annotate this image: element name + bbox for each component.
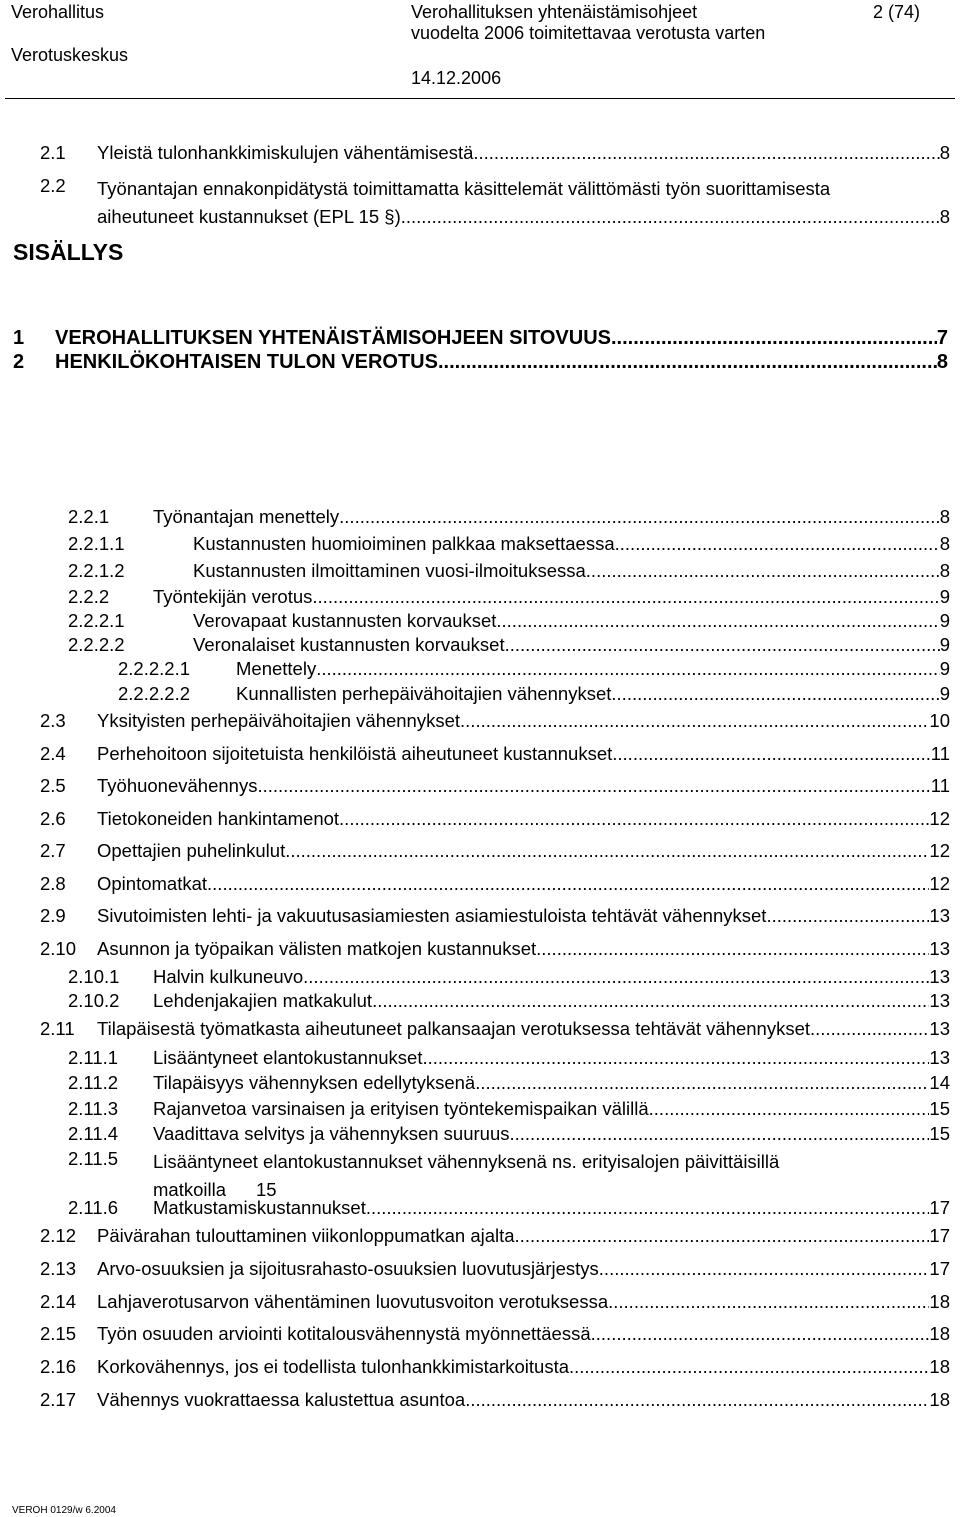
dot-leader xyxy=(422,1047,929,1069)
org-unit: Verotuskeskus xyxy=(11,45,129,65)
toc-entry[interactable] xyxy=(0,840,960,870)
toc-entry-number: 2.15 xyxy=(40,1323,77,1344)
dot-leader xyxy=(611,683,939,705)
toc-entry-number: 2.11.1 xyxy=(68,1047,119,1068)
toc-entry-page: 11 xyxy=(930,743,950,764)
toc-entry-page: 13 xyxy=(929,938,950,959)
dot-leader xyxy=(599,1258,930,1280)
toc-entry-title: Korkovähennys, jos ei todellista tulonhankkimistarkoitusta xyxy=(97,1356,569,1377)
toc-entry-title: Työntekijän verotus xyxy=(153,586,313,607)
toc-entry-number: 2.2.2.2.1 xyxy=(118,658,191,679)
toc-entry[interactable] xyxy=(0,1389,960,1419)
dot-leader xyxy=(608,1291,929,1313)
toc-entry[interactable] xyxy=(0,808,960,838)
toc-entry-title: Päivärahan tulouttaminen viikonloppumatkan ajalta xyxy=(97,1225,515,1246)
toc-entry[interactable] xyxy=(0,1356,960,1386)
dot-leader xyxy=(438,351,937,374)
toc-entry-title: Opintomatkat xyxy=(97,873,208,894)
toc-entry-title-cont: matkoilla xyxy=(153,1179,226,1200)
toc-entry-number: 2.4 xyxy=(40,743,66,764)
toc-entry-title: Verovapaat kustannusten korvaukset xyxy=(193,610,497,631)
toc-entry-number: 2.2.1.1 xyxy=(68,533,125,554)
toc-entry-title: Sivutoimisten lehti- ja vakuutusasiamiesten asiamiestuloista tehtävät vähennykset xyxy=(97,905,767,926)
toc-entry-title: Perhehoitoon sijoitetuista henkilöistä aiheutuneet kustannukset xyxy=(97,743,613,764)
dot-leader xyxy=(515,1225,930,1247)
dot-leader xyxy=(766,905,929,927)
toc-entry[interactable] xyxy=(0,1323,960,1353)
dot-leader xyxy=(465,710,929,732)
dot-leader xyxy=(339,808,929,830)
page-number: 2 (74) xyxy=(873,2,921,22)
toc-entry-title: Lehdenjakajien matkakulut xyxy=(153,990,373,1011)
toc-entry-page: 9 xyxy=(939,610,950,631)
toc-entry-number: 2.11.4 xyxy=(68,1123,119,1144)
toc-entry-title: Työnantajan ennakonpidätystä toimittamatta käsittelemät välittömästi työn suorittamisesta xyxy=(97,178,831,199)
toc-entry-title: Työhuonevähennys xyxy=(97,775,258,796)
toc-entry-title: Arvo-osuuksien ja sijoitusrahasto-osuuksien luovutusjärjestys xyxy=(97,1258,599,1279)
toc-entry-page: 13 xyxy=(929,966,950,987)
toc-entry-number: 2.11.6 xyxy=(68,1197,119,1218)
toc-entry-number: 2.10.2 xyxy=(68,990,120,1011)
dot-leader xyxy=(285,840,929,862)
toc-entry-page: 15 xyxy=(929,1098,950,1119)
toc-entry-title: Kunnallisten perhepäivähoitajien vähennykset xyxy=(236,683,612,704)
toc-entry-title: Yksityisten perhepäivähoitajien vähennykset. xyxy=(97,710,466,731)
dot-leader xyxy=(536,938,929,960)
toc-entry-title: Tietokoneiden hankintamenot xyxy=(97,808,340,829)
toc-entry-title: Lisääntyneet elantokustannukset vähennyksenä ns. erityisalojen päivittäisillä xyxy=(153,1151,780,1172)
toc-entry-title: Rajanvetoa varsinaisen ja erityisen työntekemispaikan välillä xyxy=(153,1098,649,1119)
toc-entry-page: 17 xyxy=(929,1258,950,1279)
header-rule xyxy=(5,98,955,99)
toc-entry-number: 2.2.1.2 xyxy=(68,560,125,581)
dot-leader xyxy=(569,1356,929,1378)
page-header xyxy=(0,0,960,100)
toc-entry-number: 2.12 xyxy=(40,1225,77,1246)
toc-entry-title: Lisääntyneet elantokustannukset xyxy=(153,1047,423,1068)
toc-entry-number: 2.11.2 xyxy=(68,1072,119,1093)
toc-entry[interactable] xyxy=(0,743,960,773)
toc-entry-number: 2.1 xyxy=(40,142,66,163)
toc-entry-page: 8 xyxy=(939,560,950,581)
toc-entry-page: 17 xyxy=(929,1225,950,1246)
toc-entry-page: 8 xyxy=(936,351,948,373)
toc-entry-number: 2.11.5 xyxy=(68,1148,119,1169)
dot-leader xyxy=(316,658,939,680)
toc-entry-title: Vähennys vuokrattaessa kalustettua asuntoa xyxy=(97,1389,466,1410)
dot-leader xyxy=(257,775,930,797)
toc-title: SISÄLLYS xyxy=(13,239,124,265)
dot-leader xyxy=(207,873,929,895)
toc-entry-number: 1 xyxy=(13,327,25,349)
toc-entry-title: Työn osuuden arviointi kotitalousvähennystä myönnettäessä xyxy=(97,1323,591,1344)
toc-entry[interactable] xyxy=(0,1258,960,1288)
dot-leader xyxy=(586,560,940,582)
toc-entry-number: 2.7 xyxy=(40,840,66,861)
toc-entry-title: Veronalaiset kustannusten korvaukset xyxy=(193,634,505,655)
toc-entry-page: 18 xyxy=(929,1389,950,1410)
toc-entry[interactable] xyxy=(0,683,960,713)
dot-leader xyxy=(312,586,939,608)
toc-entry-title: Opettajien puhelinkulut xyxy=(97,840,286,861)
dot-leader xyxy=(615,533,940,555)
toc-entry-page: 9 xyxy=(939,586,950,607)
toc-entry-number: 2.14 xyxy=(40,1291,77,1312)
toc-entry-page: 12 xyxy=(929,873,950,894)
toc-entry-page: 11 xyxy=(930,775,950,796)
toc-entry-number: 2 xyxy=(13,351,25,373)
toc-entry-page: 8 xyxy=(939,506,950,527)
toc-entry-page: 13 xyxy=(929,905,950,926)
toc-entry-number: 2.10 xyxy=(40,938,77,959)
toc-entry[interactable] xyxy=(0,990,960,1020)
toc-entry-number: 2.3 xyxy=(40,710,66,731)
toc-entry-title: Työnantajan menettely xyxy=(153,506,340,527)
toc-entry[interactable] xyxy=(0,533,960,563)
toc-entry[interactable] xyxy=(0,1291,960,1321)
toc-entry-title: HENKILÖKOHTAISEN TULON VEROTUS xyxy=(55,351,438,373)
toc-entry-title: Lahjaverotusarvon vähentäminen luovutusvoiton verotuksessa xyxy=(97,1291,609,1312)
toc-entry[interactable] xyxy=(0,1197,960,1227)
toc-entry-number: 2.17 xyxy=(40,1389,77,1410)
toc-entry-number: 2.9 xyxy=(40,905,66,926)
toc-entry-number: 2.2 xyxy=(40,175,66,196)
dot-leader xyxy=(366,1197,930,1219)
toc-entry-number: 2.16 xyxy=(40,1356,77,1377)
toc-entry-title: VEROHALLITUKSEN YHTENÄISTÄMISOHJEEN SITOVUUS xyxy=(55,327,611,349)
toc-entry-page: 10 xyxy=(929,710,950,731)
toc-entry[interactable] xyxy=(0,506,960,536)
toc-entry-number: 2.11 xyxy=(40,1018,75,1039)
doc-date: 14.12.2006 xyxy=(411,68,502,88)
org-name: Verohallitus xyxy=(11,2,105,22)
toc-entry[interactable] xyxy=(0,873,960,903)
toc-entry-page: 13 xyxy=(929,1018,950,1039)
dot-leader xyxy=(505,634,940,656)
toc-entry[interactable] xyxy=(0,351,960,381)
toc-entry-title: Kustannusten huomioiminen palkkaa maksettaessa xyxy=(193,533,615,554)
toc-entry-number: 2.2.2.1 xyxy=(68,610,125,631)
dot-leader xyxy=(649,1098,930,1120)
toc-entry-page: 12 xyxy=(929,840,950,861)
toc-entry[interactable] xyxy=(0,710,960,740)
toc-entry-title: Menettely xyxy=(236,658,317,679)
toc-entry-page: 13 xyxy=(929,1047,950,1068)
toc-entry-title: Halvin kulkuneuvo xyxy=(153,966,304,987)
toc-entry-page: 18 xyxy=(929,1356,950,1377)
toc-entry[interactable] xyxy=(0,905,960,935)
toc-entry-number: 2.5 xyxy=(40,775,66,796)
toc-entry-page: 9 xyxy=(939,634,950,655)
toc-entry-page: 8 xyxy=(939,206,950,227)
dot-leader xyxy=(401,203,940,231)
toc-entry-number: 2.2.2 xyxy=(68,586,110,607)
toc-entry-page: 8 xyxy=(939,142,950,163)
toc-entry-page: 13 xyxy=(929,990,950,1011)
dot-leader xyxy=(591,1323,930,1345)
toc-entry-page: 17 xyxy=(929,1197,950,1218)
dot-leader xyxy=(611,327,937,350)
toc-entry[interactable] xyxy=(0,775,960,805)
toc-entry-page: 8 xyxy=(939,533,950,554)
toc-entry-number: 2.11.3 xyxy=(68,1098,119,1119)
dot-leader xyxy=(473,142,939,164)
toc-entry-title-cont: aiheutuneet kustannukset (EPL 15 §) xyxy=(97,206,401,227)
doc-subtitle: vuodelta 2006 toimitettavaa verotusta varten xyxy=(411,23,766,43)
toc-entry-number: 2.6 xyxy=(40,808,66,829)
toc-entry-page: 15 xyxy=(929,1123,950,1144)
toc-entry[interactable] xyxy=(0,938,960,968)
toc-entry-page: 18 xyxy=(929,1323,950,1344)
toc-entry-number: 2.13 xyxy=(40,1258,77,1279)
dot-leader xyxy=(303,966,929,988)
dot-leader xyxy=(339,506,940,528)
toc-entry-title: Tilapäisyys vähennyksen edellytyksenä xyxy=(153,1072,476,1093)
toc-entry[interactable] xyxy=(0,1018,960,1048)
toc-entry[interactable] xyxy=(0,142,960,172)
toc-entry-page: 9 xyxy=(939,683,950,704)
doc-title: Verohallituksen yhtenäistämisohjeet xyxy=(411,2,698,22)
toc-entry-number: 2.2.2.2 xyxy=(68,634,125,655)
toc-entry-title: Yleistä tulonhankkimiskulujen vähentämisestä xyxy=(97,142,474,163)
toc-entry-number: 2.10.1 xyxy=(68,966,120,987)
toc-entry-title: Matkustamiskustannukset xyxy=(153,1197,366,1218)
toc-entry[interactable] xyxy=(0,175,960,235)
dot-leader xyxy=(810,1018,929,1040)
dot-leader xyxy=(510,1123,930,1145)
toc-entry-page: 12 xyxy=(929,808,950,829)
toc-entry-number: 2.2.1 xyxy=(68,506,110,527)
dot-leader xyxy=(612,743,931,765)
dot-leader xyxy=(372,990,929,1012)
toc-entry-page: 9 xyxy=(939,658,950,679)
toc-entry[interactable] xyxy=(0,1225,960,1255)
toc-entry-page: 18 xyxy=(929,1291,950,1312)
toc-entry-number: 2.2.2.2.2 xyxy=(118,683,191,704)
toc-entry-page: 15 xyxy=(256,1179,277,1200)
toc-entry-title: Vaadittava selvitys ja vähennyksen suuruus xyxy=(153,1123,510,1144)
form-code: VEROH 0129/w 6.2004 xyxy=(12,1505,116,1516)
toc-entry-page: 7 xyxy=(936,327,948,349)
dot-leader xyxy=(496,610,939,632)
toc-entry-number: 2.8 xyxy=(40,873,66,894)
toc-entry-title: Kustannusten ilmoittaminen vuosi-ilmoituksessa xyxy=(193,560,586,581)
toc-entry-title: Tilapäisestä työmatkasta aiheutuneet palkansaajan verotuksessa tehtävät vähennykset xyxy=(97,1018,811,1039)
dot-leader xyxy=(475,1072,929,1094)
toc-entry-page: 14 xyxy=(929,1072,950,1093)
toc-entry-title: Asunnon ja työpaikan välisten matkojen kustannukset xyxy=(97,938,537,959)
dot-leader xyxy=(465,1389,929,1411)
